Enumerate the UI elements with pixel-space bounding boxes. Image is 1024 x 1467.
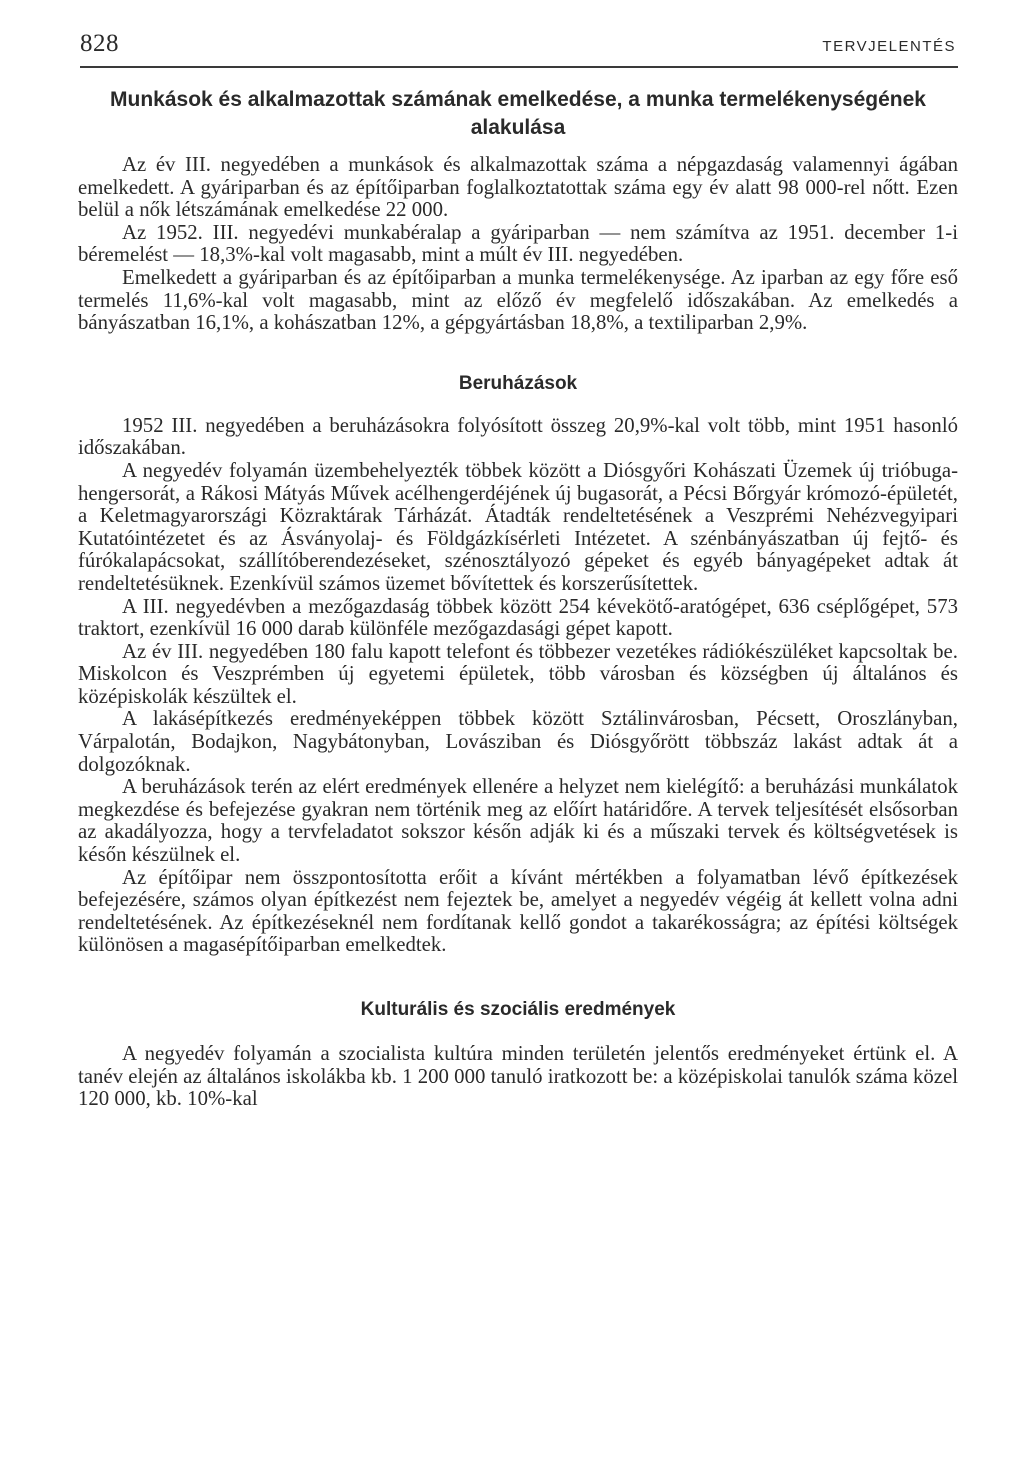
paragraph: 1952 III. negyedében a beruházásokra folyósított összeg 20,9%-kal volt több, mint 1951 hasonló időszakában.	[78, 413, 958, 460]
running-head: TERVJELENTÉS	[822, 38, 956, 55]
page-header	[80, 30, 956, 58]
paragraph: A beruházások terén az elért eredmények ellenére a helyzet nem kielégítő: a beruházási munkálatok megkezdése és befejezése gyakran nem történik meg az előírt határidőre. A tervek teljesítését elsősorban az akadályozza, hogy a tervfeladatot sokszor későn adják ki és a műszaki tervek és költségvetések is későn készülnek el.	[78, 775, 958, 867]
page-body	[78, 86, 958, 1111]
header-rule	[80, 66, 958, 68]
paragraph: Emelkedett a gyáriparban és az építőiparban a munka termelékenysége. Az iparban az egy főre eső termelés 11,6%-kal volt magasabb, mint az előző év megfelelő időszakában. Az emelkedés a bányászatban 16,1%, a kohászatban 12%, a gépgyártásban 18,8%, a textiliparban 2,9%.	[78, 265, 958, 335]
paragraph: Az építőipar nem összpontosította erőit a kívánt mértékben a folyamatban lévő építkezések befejezésére, számos olyan építkezést nem fejeztek be, amelyet a negyedév végéig át kellett volna adni rendeltetésének. Az építkezéseknél nem fordítanak kellő gondot a takarékosságra; az építési költségek különösen a magasépítőiparban emelkedtek.	[78, 865, 958, 957]
paragraph: A lakásépítkezés eredményeképpen többek között Sztálinvárosban, Pécsett, Oroszlányban, Várpalotán, Bodajkon, Nagybátonyban, Lovásziban és Diósgyőrött többszáz lakást adtak át a dolgozóknak.	[78, 707, 958, 776]
page-number: 828	[80, 30, 119, 57]
section-title-workforce: Munkások és alkalmazottak számának emelkedése, a munka termelékenységének alakulása	[110, 88, 926, 139]
paragraph: A negyedév folyamán a szocialista kultúra minden területén jelentős eredményeket értünk el. A tanév elején az általános iskolákba kb. 1 200 000 tanuló iratkozott be: a középiskolai tanulók száma közel 120 000, kb. 10%-kal	[78, 1042, 958, 1111]
paragraph: Az év III. negyedében 180 falu kapott telefont és többezer vezetékes rádiókészüléket kapcsoltak be. Miskolcon és Veszprémben új egyetemi épületek, több városban és községben új általános és középiskolák készültek el.	[78, 639, 958, 708]
section-title-culture: Kulturális és szociális eredmények	[360, 999, 676, 1020]
paragraph: Az év III. negyedében a munkások és alkalmazottak száma a népgazdaság valamennyi ágában emelkedett. A gyáriparban és az építőiparban foglalkoztatottak száma egy év alatt 98 000-rel nőtt. Ezen belül a nők létszámának emelkedése 22 000.	[78, 153, 958, 222]
section-title-investments: Beruházások	[458, 372, 578, 394]
paragraph: Az 1952. III. negyedévi munkabéralap a gyáriparban — nem számítva az 1951. december 1-i béremelést — 18,3%-kal volt magasabb, mint a múlt év III. negyedében.	[78, 220, 958, 267]
paragraph: A III. negyedévben a mezőgazdaság többek között 254 kévekötő-aratógépet, 636 cséplőgépet, 573 traktort, ezenkívül 16 000 darab különféle mezőgazdasági gépet kapott.	[78, 594, 958, 641]
paragraph: A negyedév folyamán üzembehelyezték többek között a Diósgyőri Kohászati Üzemek új trióbuga-hengersorát, a Rákosi Mátyás Művek acélhengerdéjének új bugasorát, a Pécsi Bőrgyár krómozó-épületét, a Keletmagyarországi Közraktárak Tárházát. Átadták rendeltetésének a Veszprémi Nehézvegyipari Kutatóintézetet és az Ásványolaj- és Földgázkísérleti Intézetet. A szénbányászatban új fejtő- és fúrókalapácsokat, szállítóberendezéseket, szénosztályozó gépeket és egyéb bányagépeket adtak át rendeltetésüknek. Ezenkívül számos üzemet bővítettek és korszerűsítettek.	[78, 458, 958, 595]
